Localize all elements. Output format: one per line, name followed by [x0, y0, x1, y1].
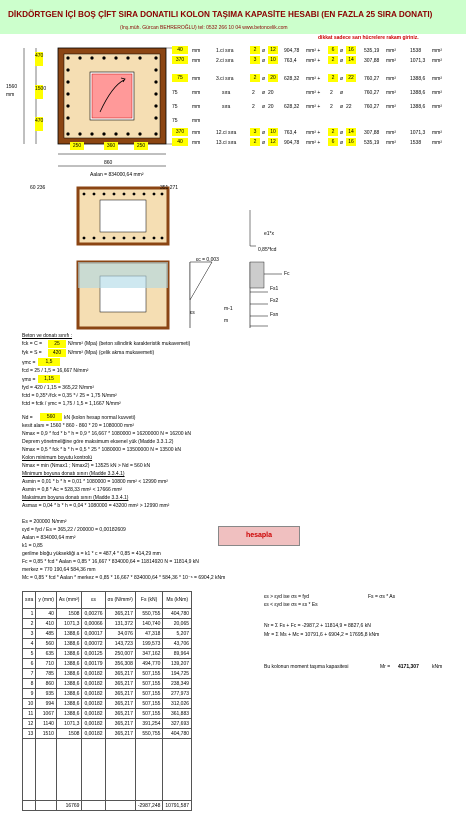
col-header: sıra	[23, 592, 36, 609]
area-2: 760,27	[364, 90, 380, 96]
unit-mm: mm	[192, 104, 201, 110]
cell: 1140	[36, 719, 57, 729]
total-unit: mm²	[432, 90, 442, 96]
fyk-unit: N/mm² (Mpa) (çelik akma mukavemeti)	[68, 350, 155, 356]
check-line-1: Nmax = 0,9 * fcd * b * h = 0,9 * 16,667 * 1080000 = 16200000 N = 16200 kN	[22, 431, 192, 437]
label-085fcd: 0,85*fcd	[258, 247, 277, 253]
cell: 1510	[36, 729, 57, 739]
cell: 3	[23, 629, 36, 639]
area-2: 307,88	[364, 130, 380, 136]
results-table	[22, 591, 192, 811]
merkez-line: merkez = 770 190,64 584,36 mm	[22, 567, 96, 573]
dim-side-top[interactable]: 470	[35, 52, 43, 66]
bar-count-1[interactable]: 3	[250, 56, 260, 64]
nd-input[interactable]: 560	[40, 413, 62, 421]
dim-side-total: 1560	[6, 84, 18, 90]
rebar-depth[interactable]: 75	[172, 74, 188, 82]
table-spacer-row	[23, 739, 192, 801]
unit-1: mm² +	[306, 130, 321, 136]
aalan-line: Aalan = 834000,64 mm²	[22, 535, 76, 541]
table-row	[23, 619, 192, 629]
author-line: (Inş.müh. Gürcan BEHREROĞLU) tel: 0532 266 10 04 www.betoncelik.com	[120, 25, 288, 31]
cell: 327,693	[163, 719, 192, 729]
col-header: Fs (kN)	[135, 592, 163, 609]
cell: 238,349	[163, 679, 192, 689]
total-unit: mm²	[432, 76, 442, 82]
bar-diameter-2[interactable]: 16	[346, 46, 356, 54]
cell: 11	[23, 709, 36, 719]
bar-diameter-2[interactable]: 14	[346, 128, 356, 136]
row-label: 2.ci sıra	[216, 58, 234, 64]
cell: 5	[23, 649, 36, 659]
cell: 365,217	[105, 679, 135, 689]
cell: 507,155	[135, 709, 163, 719]
bar-count-2: 2	[330, 90, 333, 96]
cell: 365,217	[105, 669, 135, 679]
materials-heading: Beton ve donatı sınıfı :	[22, 333, 73, 339]
label-fs1: Fs1	[270, 286, 279, 292]
check-line-6: Minimum boyuna donatı sınırı (Madde 3.3.4.1)	[22, 471, 125, 477]
cell: 635	[36, 649, 57, 659]
cell: 365,217	[105, 609, 135, 619]
cell: 0,00276	[82, 609, 105, 619]
cell: 34,076	[105, 629, 135, 639]
bar-count-2[interactable]: 2	[328, 74, 338, 82]
table-row	[23, 669, 192, 679]
rebar-depth: 75	[172, 118, 178, 124]
unit-1: mm² +	[306, 58, 321, 64]
mr-unit: kNm	[432, 664, 443, 670]
cell: 0,00066	[82, 619, 105, 629]
check-line-8: Asmin = 0,8 * Ac = 528,33 mm² < 17666 mm²	[22, 487, 123, 493]
fck-unit: N/mm² (Mpa) (beton silindirik karakteristik mukavemeti)	[68, 341, 191, 347]
cell: 1508	[56, 729, 82, 739]
area-1: 763,4	[284, 130, 297, 136]
cell: 560	[36, 639, 57, 649]
bar-diameter-1[interactable]: 10	[268, 56, 278, 64]
row-label: sıra	[222, 104, 231, 110]
nd-label: Nd =	[22, 415, 33, 421]
cell: 361,883	[163, 709, 192, 719]
capacity-label: Bu kolonun moment taşıma kapasitesi	[264, 664, 349, 670]
mc-line: Mc = 0,85 * fcd * Aalan * merkez = 0,85 * 16,667 * 834000,64 * 584,36 * 10⁻⁶ = 6904,2 kNm	[22, 575, 226, 581]
table-row	[23, 659, 192, 669]
col-header: y (mm)	[36, 592, 57, 609]
row-label: sıra	[222, 90, 231, 96]
cell: 391,254	[135, 719, 163, 729]
cell: 1388,6	[56, 689, 82, 699]
cell: 860	[36, 679, 57, 689]
bar-diameter-1: 20	[268, 104, 274, 110]
bar-count-2[interactable]: 6	[328, 46, 338, 54]
total-unit: mm²	[432, 104, 442, 110]
dim-side-mid[interactable]: 1500	[35, 85, 43, 99]
table-row	[23, 689, 192, 699]
bar-count-1[interactable]: 2	[250, 46, 260, 54]
cell: 365,217	[105, 689, 135, 699]
col-header: εs	[82, 592, 105, 609]
rebar-depth[interactable]: 40	[172, 46, 188, 54]
cell: 356,308	[105, 659, 135, 669]
cell: 20,065	[163, 619, 192, 629]
kesit-line: kesit alanı = 1560 * 860 - 860 * 20 = 1080000 mm²	[22, 423, 135, 429]
cell: 13	[23, 729, 36, 739]
rebar-row	[172, 114, 462, 128]
total-area: 1071,3	[410, 130, 426, 136]
cell: 347,162	[135, 649, 163, 659]
unit-mm: mm	[192, 48, 201, 54]
rule-3: Fs = σs * As	[368, 594, 396, 600]
cell: 4	[23, 639, 36, 649]
fck-label: fck = C =	[22, 341, 43, 347]
label-m-1: m-1	[224, 306, 233, 312]
dim-side-unit: mm	[6, 92, 15, 98]
unit-1: mm² +	[306, 140, 321, 146]
nr-line: Nr = Σ Fs + Fc = -2987,2 + 11814,9 = 8827,6 kN	[264, 623, 371, 629]
bar-count-1: 2	[252, 104, 255, 110]
unit-mm: mm	[192, 118, 201, 124]
bar-count-1[interactable]: 2	[250, 138, 260, 146]
rule-1: εs > εyd ise σs = fyd	[264, 594, 310, 600]
cell: 0,00182	[82, 709, 105, 719]
cell: 0,00182	[82, 719, 105, 729]
rebar-row: 75 mm 3.ci sıra 2 ø 20 628,32 mm² + 2 ø 22 760,27 mm² 1388,6 mm²	[172, 70, 462, 86]
bar-count-1[interactable]: 3	[250, 128, 260, 136]
cell: 0,00182	[82, 699, 105, 709]
label-es: εs	[190, 310, 195, 316]
area-2: 307,88	[364, 58, 380, 64]
col-header: Ms (kNm)	[163, 592, 192, 609]
cell: 935	[36, 689, 57, 699]
area-2: 535,19	[364, 48, 380, 54]
area-2: 760,27	[364, 76, 380, 82]
fyd-line: fyd = 420 / 1,15 = 365,22 N/mm²	[22, 385, 94, 391]
total-as: 16769	[56, 801, 82, 811]
total-area: 1388,6	[410, 104, 426, 110]
cell: 404,780	[163, 729, 192, 739]
cell: 1388,6	[56, 679, 82, 689]
check-line-2: Deprem yönetmeliğine göre maksimum eksenel yük (Madde 3.3.1.2)	[22, 439, 174, 445]
cell: 1071,3	[56, 719, 82, 729]
row-label: 1.ci sıra	[216, 48, 234, 54]
mr-value: 4171,307	[398, 664, 419, 670]
rebar-row: 75 mm sıra 2 ø 20 mm² + 2 ø 760,27 mm² 1388,6 mm²	[172, 90, 442, 96]
bar-count-2[interactable]: 2	[328, 56, 338, 64]
cell: 143,723	[105, 639, 135, 649]
rebar-depth[interactable]: 370	[172, 56, 188, 64]
dim-top-mid[interactable]: 360	[104, 142, 118, 150]
rebar-depth[interactable]: 40	[172, 138, 188, 146]
row-label: 13.ci sıra	[216, 140, 237, 146]
cell: 9	[23, 689, 36, 699]
unit-2: mm²	[386, 130, 396, 136]
dim-top-right[interactable]: 250	[134, 142, 148, 150]
unit-2: mm²	[386, 140, 396, 146]
bar-count-2[interactable]: 2	[328, 128, 338, 136]
row-label: 3.ci sıra	[216, 76, 234, 82]
rebar-row: 75 mm sıra 2 ø 20 628,32 mm² + 2 ø 22 760,27 mm² 1388,6 mm²	[172, 104, 442, 110]
cell: 507,155	[135, 679, 163, 689]
mr-label: Mr =	[380, 664, 391, 670]
rebar-row: 40 mm 13.ci sıra 2 ø 12 904,78 mm² + 6 ø 16 535,19 mm² 1538 mm²	[172, 138, 462, 148]
table-row	[23, 699, 192, 709]
total-ms: 10791,587	[163, 801, 192, 811]
cell: 0,00182	[82, 689, 105, 699]
rebar-depth: 75	[172, 90, 178, 96]
bar-diameter-2[interactable]: 16	[346, 138, 356, 146]
area-1: 763,4	[284, 58, 297, 64]
gc-input[interactable]: 1,5	[38, 358, 60, 366]
total-area: 1538	[410, 48, 422, 54]
stress-strain-diagram	[0, 180, 466, 330]
unit-mm: mm	[192, 58, 201, 64]
check-line-4: Kolon minimum boyutu kontrolü	[22, 455, 93, 461]
dim-side-bot[interactable]: 470	[35, 117, 43, 131]
check-line-3: Nmax = 0,5 * fck * b * h = 0,5 * 25 * 1080000 = 13500000 N = 13500 kN	[22, 447, 181, 453]
rebar-row: 40 mm 1.ci sıra 2 ø 12 904,78 mm² + 6 ø 16 535,19 mm² 1538 mm²	[172, 46, 462, 56]
table-row	[23, 649, 192, 659]
cell: 139,207	[163, 659, 192, 669]
cell: 250,007	[105, 649, 135, 659]
nd-unit: kN (kolon hesap normal kuvveti)	[64, 415, 136, 421]
cell: 199,573	[135, 639, 163, 649]
cell: 1388,6	[56, 649, 82, 659]
unit-1: mm² +	[306, 76, 321, 82]
cell: 507,155	[135, 699, 163, 709]
cell: 994	[36, 699, 57, 709]
block-line: gerilme bloğu yüksekliği a = k1 * c = 487,4 * 0,85 = 414,29 mm	[22, 551, 161, 557]
check-line-5: Nmax = min (Nmax1 ; Nmax2) = 13525 kN > Nd = 560 kN	[22, 463, 151, 469]
label-m: m	[224, 318, 229, 324]
cell: 10	[23, 699, 36, 709]
total-fs: -2987,248	[135, 801, 163, 811]
total-area: 1388,6	[410, 90, 426, 96]
area-2: 760,27	[364, 104, 380, 110]
table-row	[23, 709, 192, 719]
cell: 312,026	[163, 699, 192, 709]
check-line-10: Asmax = 0,04 * b * h = 0,04 * 1080000 = 43200 mm² > 12990 mm²	[22, 503, 170, 509]
total-unit: mm²	[432, 48, 442, 54]
mr-line: Mr = Σ Ms + Mc = 10791,6 + 6904,2 = 17695,8 kNm	[264, 632, 380, 638]
cell: 485	[36, 629, 57, 639]
cell: 1071,3	[56, 619, 82, 629]
unit-mm: mm	[192, 140, 201, 146]
fyk-label: fyk = S =	[22, 350, 42, 356]
table-row	[23, 629, 192, 639]
cell: 494,770	[135, 659, 163, 669]
unit-2: mm²	[386, 104, 396, 110]
area-1: 628,32	[284, 104, 300, 110]
cell: 131,372	[105, 619, 135, 629]
cell: 550,755	[135, 729, 163, 739]
cell: 6	[23, 659, 36, 669]
warning-note: dikkat sadece sarı hücrelere rakam giriniz.	[318, 35, 419, 41]
fck-input[interactable]: 25	[48, 340, 66, 348]
label-fsn: Fsn	[270, 312, 279, 318]
cell: 710	[36, 659, 57, 669]
total-unit: mm²	[432, 130, 442, 136]
cell: 1388,6	[56, 639, 82, 649]
diagram-right-nums: 351 271	[160, 185, 179, 191]
unit-2: mm²	[386, 58, 396, 64]
total-area: 1388,6	[410, 76, 426, 82]
unit-mm: mm	[192, 90, 201, 96]
fctd-line: fctd = 0,35*√fck = 0,35 *√ 25 = 1,75 N/mm²	[22, 393, 117, 399]
cell: 0,00182	[82, 679, 105, 689]
eyd-line: εyd = fyd / Es = 365,22 / 200000 = 0,00182609	[22, 527, 126, 533]
cell: 0,00179	[82, 659, 105, 669]
cell: 365,217	[105, 699, 135, 709]
es-line: Es = 200000 N/mm²	[22, 519, 67, 525]
fc-line: Fc = 0,85 * fcd * Aalan = 0,85 * 16,667 * 834000,64 = 11814920 N = 11814,9 kN	[22, 559, 199, 565]
table-row	[23, 719, 192, 729]
col-header: As (mm²)	[56, 592, 82, 609]
total-area: 1538	[410, 140, 422, 146]
table-header-row	[23, 592, 192, 609]
unit-2: mm²	[386, 90, 396, 96]
area-2: 535,19	[364, 140, 380, 146]
area-1: 904,78	[284, 140, 300, 146]
table-row	[23, 679, 192, 689]
cell: 507,155	[135, 669, 163, 679]
cell: 365,217	[105, 719, 135, 729]
rebar-table	[172, 46, 462, 148]
cell: 1508	[56, 609, 82, 619]
cell: 785	[36, 669, 57, 679]
col-header: σs (N/mm²)	[105, 592, 135, 609]
cell: 140,740	[135, 619, 163, 629]
cell: 1388,6	[56, 669, 82, 679]
fyk-input[interactable]: 420	[48, 349, 66, 357]
title-bar	[0, 0, 466, 34]
page-title: DİKDÖRTGEN İÇİ BOŞ ÇİFT SIRA DONATILI KOLON TAŞIMA KAPASİTE HESABI (EN FAZLA 25 SIRA DONATI)	[8, 10, 433, 19]
bar-diameter-1[interactable]: 12	[268, 138, 278, 146]
unit-mm: mm	[192, 76, 201, 82]
bar-count-2[interactable]: 6	[328, 138, 338, 146]
cell: 0,00072	[82, 639, 105, 649]
label-e1x: e1*x	[264, 231, 275, 237]
cell: 404,780	[163, 609, 192, 619]
total-unit: mm²	[432, 140, 442, 146]
aalan-label: Aalan = 834000,64 mm²	[90, 172, 144, 178]
cell: 0,00125	[82, 649, 105, 659]
gs-label: γms =	[22, 377, 36, 383]
dim-top-left[interactable]: 250	[70, 142, 84, 150]
cell: 194,725	[163, 669, 192, 679]
label-fc: Fc	[284, 271, 290, 277]
cell: 1388,6	[56, 699, 82, 709]
gc-label: γmc =	[22, 360, 36, 366]
cell: 365,217	[105, 709, 135, 719]
cell: 8	[23, 679, 36, 689]
bar-diameter-1[interactable]: 10	[268, 128, 278, 136]
bar-diameter-2[interactable]: 22	[346, 74, 356, 82]
label-ec: εc = 0,003	[196, 257, 219, 263]
calculate-button[interactable]: hesapla	[218, 526, 300, 546]
table-row	[23, 729, 192, 739]
check-line-9: Maksimum boyuna donatı sınırı (Madde 3.3.4.1)	[22, 495, 129, 501]
cell: 0,00017	[82, 629, 105, 639]
fctd2-line: fctd = fctk / γmc = 1,75 / 1,5 = 1,1667 N/mm²	[22, 401, 121, 407]
cell: 47,318	[135, 629, 163, 639]
unit-1: mm² +	[306, 104, 321, 110]
bar-count-1[interactable]: 2	[250, 74, 260, 82]
cell: 43,706	[163, 639, 192, 649]
label-fs2: Fs2	[270, 298, 279, 304]
cell: 410	[36, 619, 57, 629]
total-area: 1071,3	[410, 58, 426, 64]
cell: 7	[23, 669, 36, 679]
rebar-depth[interactable]: 370	[172, 128, 188, 136]
cell: 1	[23, 609, 36, 619]
bar-diameter-1: 20	[268, 90, 274, 96]
bar-diameter-2: 22	[346, 104, 352, 110]
cell: 550,755	[135, 609, 163, 619]
fcd-line: fcd = 25 / 1,5 = 16,667 N/mm²	[22, 368, 89, 374]
unit-1: mm² +	[306, 90, 321, 96]
bar-diameter-1[interactable]: 20	[268, 74, 278, 82]
bar-diameter-1[interactable]: 12	[268, 46, 278, 54]
cell: 1388,6	[56, 659, 82, 669]
unit-2: mm²	[386, 76, 396, 82]
cell: 1388,6	[56, 629, 82, 639]
rebar-row: 370 mm 2.ci sıra 3 ø 10 763,4 mm² + 2 ø 14 307,88 mm² 1071,3 mm²	[172, 56, 462, 70]
dim-total: 860	[104, 160, 113, 166]
unit-mm: mm	[192, 130, 201, 136]
rebar-depth: 75	[172, 104, 178, 110]
diagram-left-nums: 60 236	[30, 185, 46, 191]
cell: 507,155	[135, 689, 163, 699]
row-label: 12.ci sıra	[216, 130, 237, 136]
cell: 365,217	[105, 729, 135, 739]
cell: 1388,6	[56, 709, 82, 719]
cell: 5,207	[163, 629, 192, 639]
check-line-7: Asmin = 0,01 * b * h = 0,01 * 1080000 = 10800 mm² < 12990 mm²	[22, 479, 168, 485]
bar-diameter-2[interactable]: 14	[346, 56, 356, 64]
cell: 89,964	[163, 649, 192, 659]
k1-line: k1 = 0,85	[22, 543, 43, 549]
cell: 1067	[36, 709, 57, 719]
bar-count-1: 2	[252, 90, 255, 96]
bar-count-2: 2	[330, 104, 333, 110]
cell: 0,00182	[82, 669, 105, 679]
rule-2: εs < εyd ise σs = εs * Es	[264, 602, 318, 608]
unit-2: mm²	[386, 48, 396, 54]
cell: 2	[23, 619, 36, 629]
cell: 277,973	[163, 689, 192, 699]
table-row	[23, 639, 192, 649]
table-row	[23, 609, 192, 619]
cell: 40	[36, 609, 57, 619]
cell: 0,00182	[82, 729, 105, 739]
gs-input[interactable]: 1,15	[38, 375, 60, 383]
table-total-row	[23, 801, 192, 811]
unit-1: mm² +	[306, 48, 321, 54]
area-1: 628,32	[284, 76, 300, 82]
rebar-row: 370 mm 12.ci sıra 3 ø 10 763,4 mm² + 2 ø 14 307,88 mm² 1071,3 mm²	[172, 128, 462, 138]
area-1: 904,78	[284, 48, 300, 54]
cell: 12	[23, 719, 36, 729]
total-unit: mm²	[432, 58, 442, 64]
